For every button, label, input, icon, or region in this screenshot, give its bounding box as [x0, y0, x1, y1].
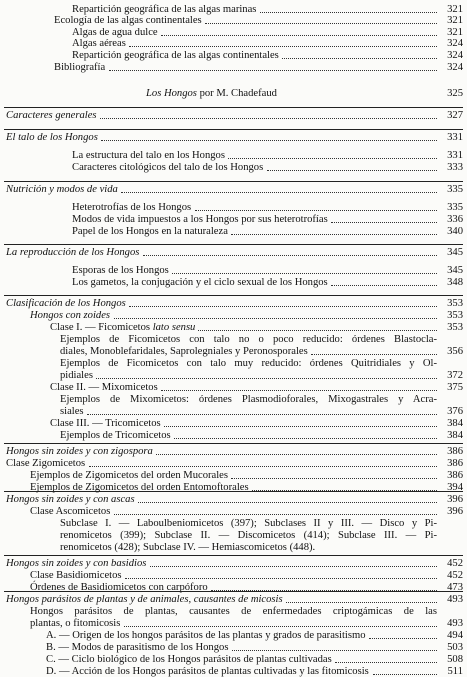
page-number: 503: [447, 642, 463, 653]
page-number: 327: [447, 110, 463, 121]
toc-entry: [0, 530, 467, 541]
entry-title: C. — Ciclo biológico de los Hongos parásitos de plantas cultivadas: [46, 654, 332, 665]
leader-dots: [89, 466, 437, 467]
entry-title: Órdenes de Basidiomicetos con carpóforo: [30, 582, 208, 593]
page-number: 340: [447, 226, 463, 237]
section-rule: [4, 129, 463, 130]
entry-title: Ejemplos de Mixomicetos: órdenes Plasmodioforales, Mixogastrales y Acra-: [60, 394, 437, 405]
entry-title: Clase II. — Mixomicetos: [50, 382, 158, 393]
entry-title: Los Hongos por M. Chadefaud: [146, 88, 277, 99]
toc-entry: [0, 558, 467, 569]
toc-entry: [0, 358, 467, 369]
entry-title: diales, Monoblefaridales, Saprolegniales y Peronosporales: [60, 346, 308, 357]
entry-title: Nutrición y modos de vida: [6, 184, 118, 195]
entry-title: Clase Zigomicetos: [6, 458, 86, 469]
page-number: 331: [447, 150, 463, 161]
leader-dots: [143, 255, 437, 256]
toc-entry: [0, 334, 467, 345]
entry-title: Los gametos, la conjugación y el ciclo sexual de los Hongos: [72, 277, 328, 288]
toc-entry: [0, 15, 467, 26]
leader-dots: [150, 566, 437, 567]
entry-title: A. — Origen de los hongos parásitos de las plantas y grados de parasitismo: [46, 630, 366, 641]
entry-title: B. — Modos de parasitismo de los Hongos: [46, 642, 229, 653]
entry-title: Modos de vida impuestos a los Hongos por sus heterotrofías: [72, 214, 328, 225]
entry-title: Papel de los Hongos en la naturaleza: [72, 226, 228, 237]
entry-title: Caracteres generales: [6, 110, 97, 121]
toc-entry: [0, 394, 467, 405]
page-number: 353: [447, 310, 463, 321]
page-number: 511: [447, 666, 463, 677]
page-number: 494: [447, 630, 463, 641]
entry-title: Clasificación de los Hongos: [6, 298, 126, 309]
leader-dots: [129, 46, 437, 47]
entry-title: Clase I. — Ficomicetos lato sensu: [50, 322, 196, 333]
entry-title: El talo de los Hongos: [6, 132, 98, 143]
toc-entry: [0, 110, 467, 121]
toc-entry: [0, 62, 467, 73]
entry-title: Ejemplos de Zigomicetos del orden Mucorales: [30, 470, 228, 481]
leader-dots: [121, 192, 437, 193]
page-number: 345: [447, 265, 463, 276]
leader-dots: [114, 514, 437, 515]
leader-dots: [125, 578, 437, 579]
page-number: 335: [447, 202, 463, 213]
toc-entry: [0, 214, 467, 225]
toc-entry: [0, 518, 467, 529]
toc-entry: [0, 226, 467, 237]
entry-title: Ejemplos de Ficomicetos con talo muy reducido: órdenes Quitridiales y Ol-: [60, 358, 437, 369]
entry-title: Hongos parásitos de plantas, causantes de enfermedades criptogámicas de las: [30, 606, 437, 617]
page-number: 324: [447, 50, 463, 61]
page-number: 335: [447, 184, 463, 195]
page-number: 321: [447, 4, 463, 15]
toc-entry: [0, 642, 467, 653]
entry-title: Caracteres citológicos del talo de los Hongos: [72, 162, 264, 173]
section-rule: [4, 591, 463, 592]
leader-dots: [231, 478, 437, 479]
leader-dots: [282, 58, 437, 59]
toc-entry: [0, 202, 467, 213]
leader-dots: [109, 70, 437, 71]
entry-title: Hongos parásitos de plantas y de animales, causantes de micosis: [6, 594, 283, 605]
leader-dots: [100, 118, 437, 119]
leader-dots: [96, 378, 437, 379]
entry-title: Hongos sin zoides y con ascas: [6, 494, 135, 505]
section-rule: [4, 181, 463, 182]
entry-title: Clase Basidiomicetos: [30, 570, 122, 581]
page-number: 493: [447, 618, 463, 629]
entry-title: siales: [60, 406, 84, 417]
entry-title: Repartición geográfica de las algas continentales: [72, 50, 279, 61]
section-rule: [4, 244, 463, 245]
leader-dots: [335, 662, 437, 663]
toc-entry: [0, 606, 467, 617]
leader-dots: [164, 426, 437, 427]
page-number: 324: [447, 62, 463, 73]
toc-entry: [0, 594, 467, 605]
leader-dots: [373, 674, 437, 675]
toc-entry: [0, 446, 467, 457]
toc-entry: [0, 430, 467, 441]
leader-dots: [161, 390, 437, 391]
leader-dots: [172, 273, 437, 274]
toc-entry: [0, 277, 467, 288]
toc-entry: [0, 132, 467, 143]
toc-entry: [0, 494, 467, 505]
leader-dots: [87, 414, 437, 415]
toc-entry: [0, 470, 467, 481]
toc-entry: [0, 654, 467, 665]
page-number: 353: [447, 322, 463, 333]
entry-title: Hongos sin zoides y con zigospora: [6, 446, 153, 457]
page-number: 473: [447, 582, 463, 593]
toc-entry: [0, 570, 467, 581]
toc-entry: [0, 247, 467, 258]
page-number: 394: [447, 482, 463, 493]
toc-entry: [0, 4, 467, 15]
leader-dots: [228, 158, 437, 159]
toc-entry: [0, 298, 467, 309]
page-number: 345: [447, 247, 463, 258]
leader-dots: [369, 638, 437, 639]
entry-title: Clase III. — Tricomicetos: [50, 418, 161, 429]
entry-title: Ejemplos de Zigomicetos del orden Entomoftorales: [30, 482, 249, 493]
leader-dots: [101, 140, 437, 141]
leader-dots: [114, 318, 437, 319]
page-number: 508: [447, 654, 463, 665]
leader-dots: [124, 626, 437, 627]
entry-title: plantas, o fitomicosis: [30, 618, 121, 629]
leader-dots: [174, 438, 437, 439]
page-number: 452: [447, 570, 463, 581]
entry-title: renomicetos (399); Subclase II. — Discomicetos (414); Subclase III. — Pi-: [60, 530, 437, 541]
page-number: 386: [447, 446, 463, 457]
entry-title: Repartición geográfica de las algas marinas: [72, 4, 257, 15]
section-rule: [4, 295, 463, 296]
section-rule: [4, 555, 463, 556]
section-rule: [4, 443, 463, 444]
page-number: 336: [447, 214, 463, 225]
toc-entry: [0, 310, 467, 321]
toc-entry: [0, 630, 467, 641]
toc-entry: [0, 184, 467, 195]
page-number: 493: [447, 594, 463, 605]
leader-dots: [331, 222, 437, 223]
leader-dots: [156, 454, 437, 455]
page-number: 396: [447, 494, 463, 505]
toc-entry: [0, 27, 467, 38]
entry-title: Ecología de las algas continentales: [54, 15, 202, 26]
toc-entry: [0, 618, 467, 629]
toc-entry: [0, 418, 467, 429]
entry-title: Hongos con zoides: [30, 310, 111, 321]
leader-dots: [232, 650, 437, 651]
page-number: 386: [447, 458, 463, 469]
toc-entry: [0, 322, 467, 333]
page-number: 325: [447, 88, 463, 99]
page-number: 333: [447, 162, 463, 173]
page-number: 396: [447, 506, 463, 517]
toc-entry: [0, 346, 467, 357]
page-number: 375: [447, 382, 463, 393]
page-number: 384: [447, 418, 463, 429]
leader-dots: [331, 285, 437, 286]
entry-title: Heterotrofías de los Hongos: [72, 202, 192, 213]
entry-title: D. — Acción de los Hongos parásitos de plantas cultivadas y las fitomicosis: [46, 666, 369, 677]
toc-entry: [0, 506, 467, 517]
toc-entry: [0, 265, 467, 276]
entry-title: Esporas de los Hongos: [72, 265, 169, 276]
leader-dots: [286, 602, 437, 603]
page-number: 356: [447, 346, 463, 357]
page-number: 331: [447, 132, 463, 143]
page-number: 321: [447, 27, 463, 38]
leader-dots: [161, 35, 437, 36]
page-number: 386: [447, 470, 463, 481]
section-rule: [4, 491, 463, 492]
page-number: 376: [447, 406, 463, 417]
entry-title: Ejemplos de Ficomicetos con talo no o poco reducido: órdenes Blastocla-: [60, 334, 437, 345]
entry-title: Subclase I. — Laboulbeniomicetos (397); Subclases II y III. — Disco y Pi-: [60, 518, 437, 529]
page-number: 372: [447, 370, 463, 381]
leader-dots: [198, 330, 437, 331]
entry-title: Algas de agua dulce: [72, 27, 158, 38]
toc-entry: [0, 542, 467, 553]
page-number: 353: [447, 298, 463, 309]
page-number: 452: [447, 558, 463, 569]
toc-entry: [0, 162, 467, 173]
leader-dots: [129, 306, 437, 307]
page-number: 321: [447, 15, 463, 26]
entry-title: Bibliografía: [54, 62, 106, 73]
toc-entry: [0, 406, 467, 417]
toc-entry: [0, 50, 467, 61]
entry-title: pidiales: [60, 370, 93, 381]
page-number: 324: [447, 38, 463, 49]
leader-dots: [195, 210, 437, 211]
entry-title: Algas aéreas: [72, 38, 126, 49]
leader-dots: [231, 234, 437, 235]
entry-title: Ejemplos de Tricomicetos: [60, 430, 171, 441]
toc-entry: [0, 458, 467, 469]
leader-dots: [205, 23, 437, 24]
page-number: 384: [447, 430, 463, 441]
leader-dots: [260, 12, 437, 13]
toc-entry: [0, 666, 467, 677]
toc-entry: [0, 382, 467, 393]
entry-title: Hongos sin zoides y con basidios: [6, 558, 147, 569]
page-number: 348: [447, 277, 463, 288]
leader-dots: [267, 170, 437, 171]
entry-title: La reproducción de los Hongos: [6, 247, 140, 258]
entry-title: La estructura del talo en los Hongos: [72, 150, 225, 161]
section-rule: [4, 107, 463, 108]
leader-dots: [311, 354, 437, 355]
toc-entry: [0, 88, 467, 99]
entry-title: renomicetos (428); Subclase IV. — Hemiascomicetos (448).: [60, 542, 316, 553]
toc-entry: [0, 38, 467, 49]
leader-dots: [138, 502, 437, 503]
toc-entry: [0, 370, 467, 381]
toc-entry: [0, 150, 467, 161]
entry-title: Clase Ascomicetos: [30, 506, 111, 517]
